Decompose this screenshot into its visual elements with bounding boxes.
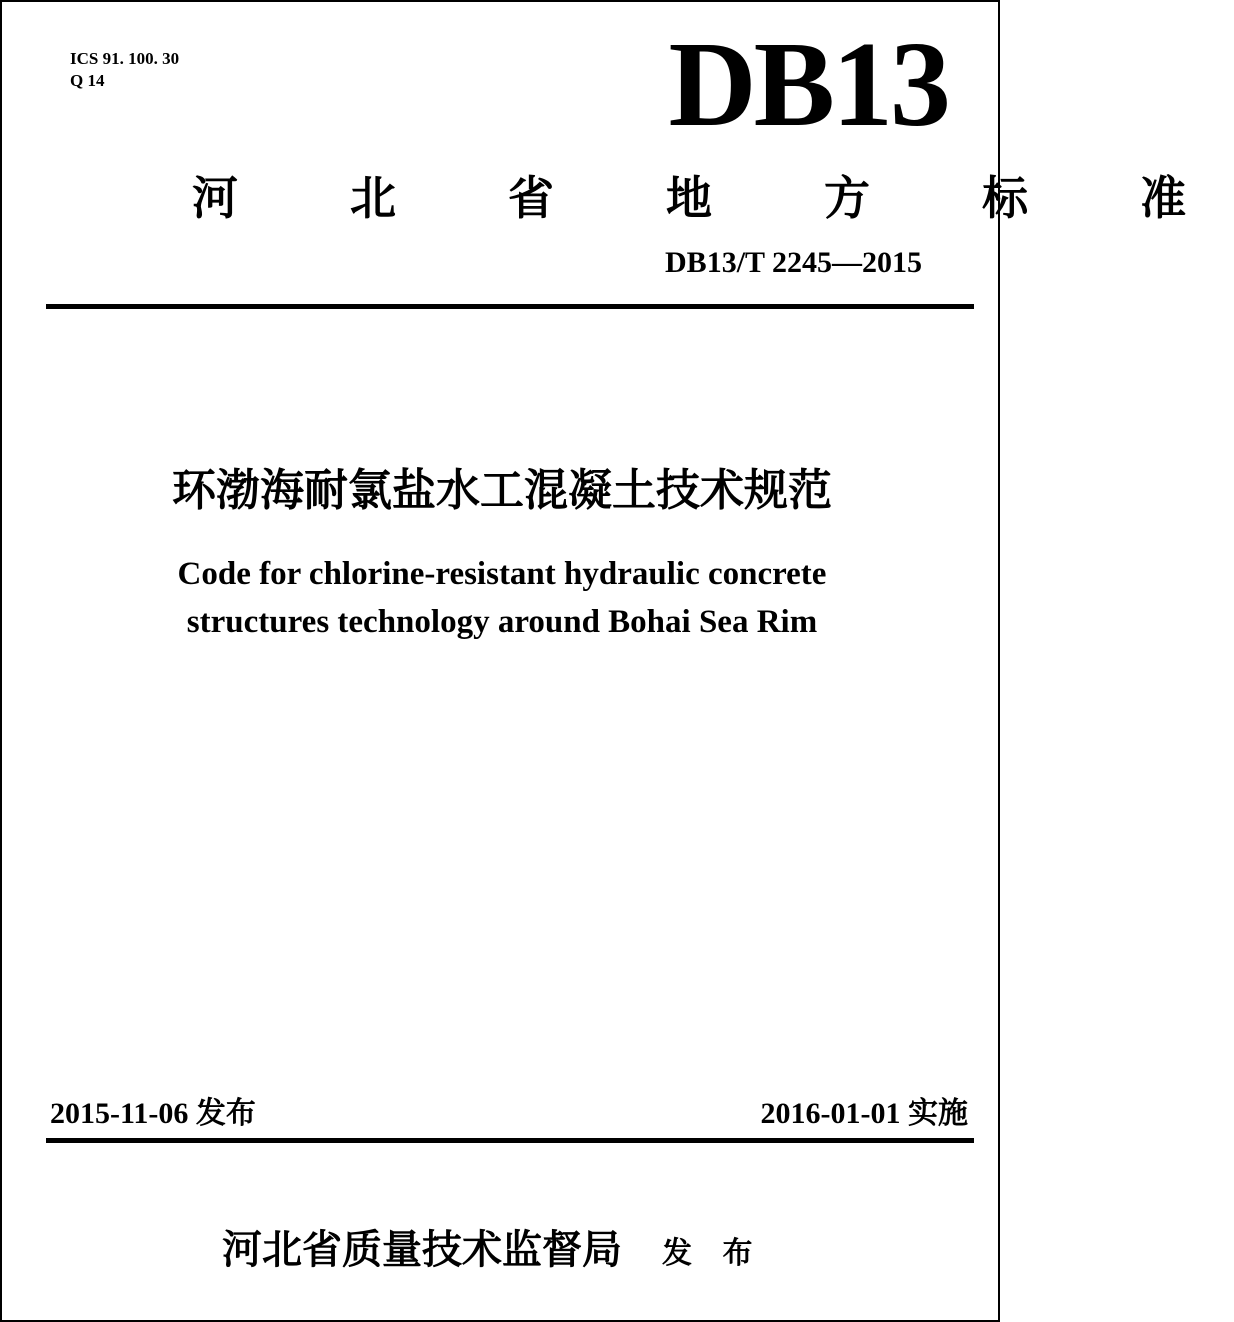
issue-date: 2015-11-06 (50, 1097, 189, 1130)
issuer-name: 河北省质量技术监督局 (222, 1227, 622, 1273)
title-english (2, 550, 1002, 646)
title-english-line-1: Code for chlorine-resistant hydraulic concrete (177, 556, 827, 592)
implementation-label: 实施 (908, 1096, 968, 1131)
db13-logo: DB13 (668, 17, 948, 152)
issue-date-block (50, 1088, 256, 1132)
implementation-date-block (761, 1088, 968, 1132)
title-chinese: 环渤海耐氯盐水工混凝土技术规范 (172, 465, 832, 516)
top-divider (46, 304, 974, 309)
standard-number: DB13/T 2245—2015 (665, 246, 922, 279)
title-english-line-2: structures technology around Bohai Sea Rim (186, 604, 818, 640)
bottom-divider (46, 1138, 974, 1143)
classification-codes (70, 48, 179, 92)
ccs-code: Q 14 (70, 71, 105, 91)
issuer-block (222, 1218, 762, 1275)
issuer-suffix: 发 布 (662, 1236, 763, 1271)
implementation-date: 2016-01-01 (760, 1097, 901, 1130)
issue-label: 发布 (195, 1096, 256, 1131)
ics-code: ICS 91. 100. 30 (70, 49, 180, 68)
standard-category: 河 北 省 地 方 标 准 (192, 171, 1234, 225)
